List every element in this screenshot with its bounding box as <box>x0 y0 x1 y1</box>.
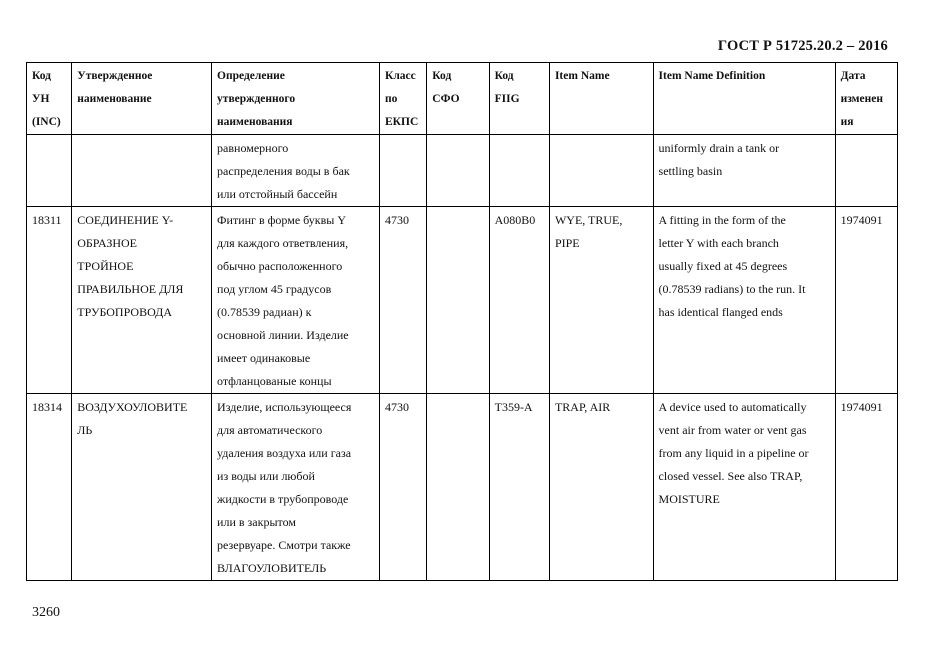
column-header-sfo-code: Код СФО <box>427 63 489 135</box>
cell-fiig-code: T359-A <box>489 394 549 581</box>
table-header-row <box>27 63 898 135</box>
cell-approved-name <box>72 135 212 207</box>
cell-item-name <box>549 135 653 207</box>
cell-approved-name: ВОЗДУХОУЛОВИТЕ ЛЬ <box>72 394 212 581</box>
cell-item-name-definition: A fitting in the form of the letter Y with each branch usually fixed at 45 degrees (0.78539 radians) to the run. It has identical flanged ends <box>653 207 835 394</box>
cell-inc: 18311 <box>27 207 72 394</box>
cell-sfo-code <box>427 135 489 207</box>
cell-definition-ru: Изделие, использующееся для автоматического удаления воздуха или газа из воды или любой жидкости в трубопроводе или в закрытом резервуаре. Смотри также ВЛАГОУЛОВИТЕЛЬ <box>212 394 380 581</box>
cell-sfo-code <box>427 207 489 394</box>
cell-ekps-class: 4730 <box>380 207 427 394</box>
cell-definition-ru: равномерного распределения воды в бак или отстойный бассейн <box>212 135 380 207</box>
table-row <box>27 207 898 394</box>
document-header: ГОСТ Р 51725.20.2 – 2016 <box>717 38 888 54</box>
column-header-change-date: Дата изменен ия <box>835 63 897 135</box>
table-row <box>27 394 898 581</box>
cell-change-date <box>835 135 897 207</box>
column-header-item-name: Item Name <box>549 63 653 135</box>
column-header-definition-ru: Определение утвержденного наименования <box>212 63 380 135</box>
page-number: 3260 <box>32 605 60 620</box>
cell-fiig-code: A080B0 <box>489 207 549 394</box>
cell-fiig-code <box>489 135 549 207</box>
column-header-item-name-definition: Item Name Definition <box>653 63 835 135</box>
cell-sfo-code <box>427 394 489 581</box>
cell-change-date: 1974091 <box>835 207 897 394</box>
column-header-approved-name: Утвержденное наименование <box>72 63 212 135</box>
cell-inc: 18314 <box>27 394 72 581</box>
cell-inc <box>27 135 72 207</box>
column-header-ekps-class: Класс по ЕКПС <box>380 63 427 135</box>
column-header-inc: Код УН (INC) <box>27 63 72 135</box>
cell-item-name-definition: uniformly drain a tank or settling basin <box>653 135 835 207</box>
spec-table <box>26 62 898 581</box>
cell-change-date: 1974091 <box>835 394 897 581</box>
cell-ekps-class: 4730 <box>380 394 427 581</box>
table-row <box>27 135 898 207</box>
cell-definition-ru: Фитинг в форме буквы Y для каждого ответвления, обычно расположенного под углом 45 градусов (0.78539 радиан) к основной линии. Изделие имеет одинаковые отфланцованые концы <box>212 207 380 394</box>
cell-item-name: TRAP, AIR <box>549 394 653 581</box>
cell-item-name: WYE, TRUE, PIPE <box>549 207 653 394</box>
cell-approved-name: СОЕДИНЕНИЕ Y- ОБРАЗНОЕ ТРОЙНОЕ ПРАВИЛЬНОЕ ДЛЯ ТРУБОПРОВОДА <box>72 207 212 394</box>
cell-ekps-class <box>380 135 427 207</box>
column-header-fiig-code: Код FIIG <box>489 63 549 135</box>
cell-item-name-definition: A device used to automatically vent air from water or vent gas from any liquid in a pipeline or closed vessel. See also TRAP, MOISTURE <box>653 394 835 581</box>
